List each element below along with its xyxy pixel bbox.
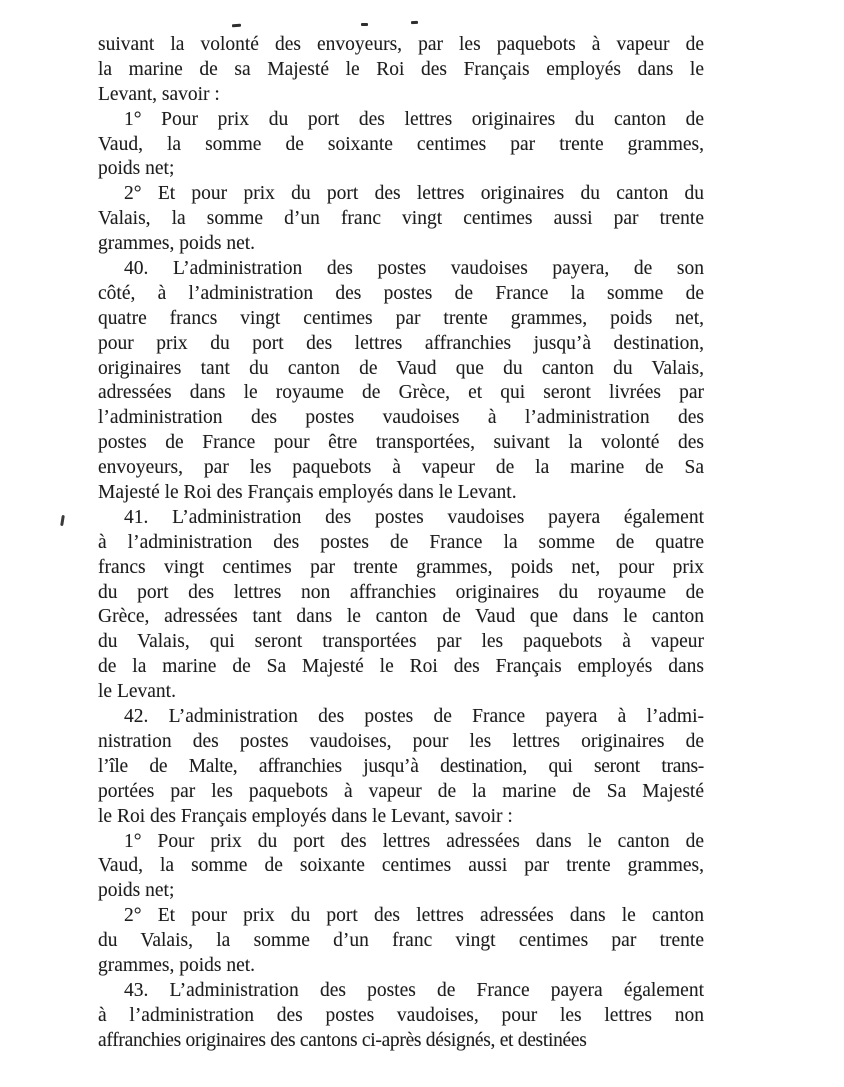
scan-artifact-dash (411, 21, 418, 24)
text-line: la marine de sa Majesté le Roi des Français employés dans le (98, 58, 704, 80)
text-line: poids net; (98, 880, 175, 902)
text-line: 42. L’administration des postes de France payera à l’admi- (124, 706, 704, 728)
text-line: 1° Pour prix du port des lettres originaires du canton de (124, 108, 704, 130)
text-line: Vaud, la somme de soixante centimes par trente grammes, (98, 133, 704, 155)
text-line: le Levant. (98, 681, 176, 703)
text-line: à l’administration des postes vaudoises, pour les lettres non (98, 1004, 704, 1026)
text-line: envoyeurs, par les paquebots à vapeur de la marine de Sa (98, 457, 704, 479)
text-line: portées par les paquebots à vapeur de la marine de Sa Majesté (98, 780, 704, 802)
text-line: 40. L’administration des postes vaudoises payera, de son (124, 258, 704, 280)
scan-artifact-dash (361, 23, 368, 26)
text-line: l’administration des postes vaudoises à l’administration des (98, 407, 704, 429)
text-line: pour prix du port des lettres affranchies jusqu’à destination, (98, 332, 704, 354)
text-line: adressées dans le royaume de Grèce, et qui seront livrées par (98, 382, 704, 404)
text-line: affranchies originaires des cantons ci-après désignés, et destinées (98, 1029, 587, 1051)
text-line: 2° Et pour prix du port des lettres adressées dans le canton (124, 905, 704, 927)
text-line: du Valais, qui seront transportées par les paquebots à vapeur (98, 631, 704, 653)
text-line: 41. L’administration des postes vaudoises payera également (124, 506, 704, 528)
text-line: du port des lettres non affranchies originaires du royaume de (98, 581, 704, 603)
text-line: nistration des postes vaudoises, pour les lettres originaires de (98, 730, 704, 752)
text-line: postes de France pour être transportées, suivant la volonté des (98, 432, 704, 454)
text-line: 2° Et pour prix du port des lettres originaires du canton du (124, 183, 704, 205)
text-line: Levant, savoir : (98, 83, 220, 105)
text-line: originaires tant du canton de Vaud que du canton du Valais, (98, 357, 704, 379)
text-line: de la marine de Sa Majesté le Roi des Français employés dans (98, 656, 704, 678)
text-line: grammes, poids net. (98, 233, 256, 255)
text-line: quatre francs vingt centimes par trente grammes, poids net, (98, 307, 704, 329)
text-line: Grèce, adressées tant dans le canton de Vaud que dans le canton (98, 606, 704, 628)
text-line: le Roi des Français employés dans le Levant, savoir : (98, 805, 513, 827)
text-line: Vaud, la somme de soixante centimes aussi par trente grammes, (98, 855, 704, 877)
text-line: à l’administration des postes de France la somme de quatre (98, 531, 704, 553)
text-line: Valais, la somme d’un franc vingt centimes aussi par trente (98, 208, 704, 230)
text-line: Majesté le Roi des Français employés dans le Levant. (98, 482, 517, 504)
text-line: 1° Pour prix du port des lettres adressées dans le canton de (124, 830, 704, 852)
text-line: l’île de Malte, affranchies jusqu’à destination, qui seront trans- (98, 755, 704, 777)
text-line: suivant la volonté des envoyeurs, par les paquebots à vapeur de (98, 34, 704, 55)
text-line: du Valais, la somme d’un franc vingt centimes par trente (98, 930, 704, 952)
text-line: poids net; (98, 158, 175, 180)
scan-artifact-dash (232, 24, 241, 28)
page-text-block (98, 33, 704, 1054)
text-line: 43. L’administration des postes de France payera également (124, 979, 704, 1001)
text-line: grammes, poids net. (98, 954, 256, 976)
scan-artifact-speck (60, 515, 65, 526)
text-line: côté, à l’administration des postes de France la somme de (98, 282, 704, 304)
text-line: francs vingt centimes par trente grammes, poids net, pour prix (98, 556, 704, 578)
